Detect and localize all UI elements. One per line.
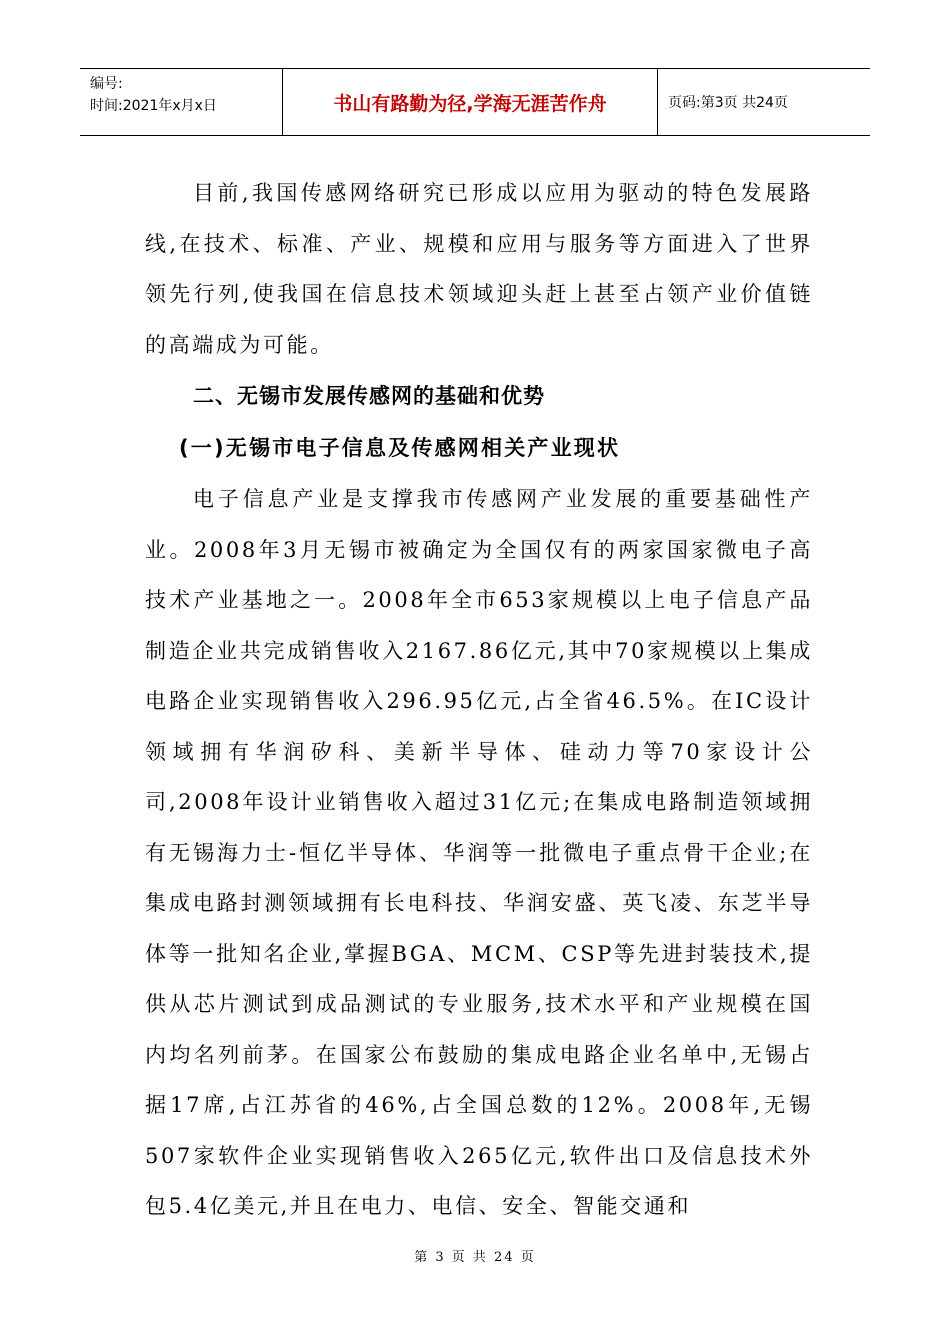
header-motto: 书山有路勤为径,学海无涯苦作舟 bbox=[282, 69, 658, 135]
header-page-info: 页码:第3页 共24页 bbox=[668, 95, 788, 111]
document-body bbox=[145, 168, 813, 1232]
subsection-heading: (一)无锡市电子信息及传感网相关产业现状 bbox=[179, 436, 621, 460]
header-meta bbox=[80, 69, 282, 135]
document-number-label: 编号: bbox=[90, 76, 123, 92]
body-paragraph: 目前,我国传感网络研究已形成以应用为驱动的特色发展路线,在技术、标准、产业、规模和应用与服务等方面进入了世界领先行列,使我国在信息技术领域迎头赶上甚至占领产业价值链的高端成为可能。 bbox=[145, 181, 813, 357]
document-time-label: 时间:2021年x月x日 bbox=[90, 98, 217, 114]
body-paragraph: 电子信息产业是支撑我市传感网产业发展的重要基础性产业。2008年3月无锡市被确定为全国仅有的两家国家微电子高技术产业基地之一。2008年全市653家规模以上电子信息产品制造企业共完成销售收入2167.86亿元,其中70家规模以上集成电路企业实现销售收入296.95亿元,占全省46.5%。在IC设计领域拥有华润矽科、美新半导体、硅动力等70家设计公司,2008年设计业销售收入超过31亿元;在集成电路制造领域拥有无锡海力士-恒亿半导体、华润等一批微电子重点骨干企业;在集成电路封测领域拥有长电科技、华润安盛、英飞凌、东芝半导体等一批知名企业,掌握BGA、MCM、CSP等先进封装技术,提供从芯片测试到成品测试的专业服务,技术水平和产业规模在国内均名列前茅。在国家公布鼓励的集成电路企业名单中,无锡占据17席,占江苏省的46%,占全国总数的12%。2008年,无锡507家软件企业实现销售收入265亿元,软件出口及信息技术外包5.4亿美元,并且在电力、电信、安全、智能交通和 bbox=[145, 487, 813, 1218]
page-footer: 第 3 页 共 24 页 bbox=[414, 1250, 536, 1265]
document-header bbox=[80, 68, 870, 136]
section-heading: 二、无锡市发展传感网的基础和优势 bbox=[193, 384, 545, 408]
